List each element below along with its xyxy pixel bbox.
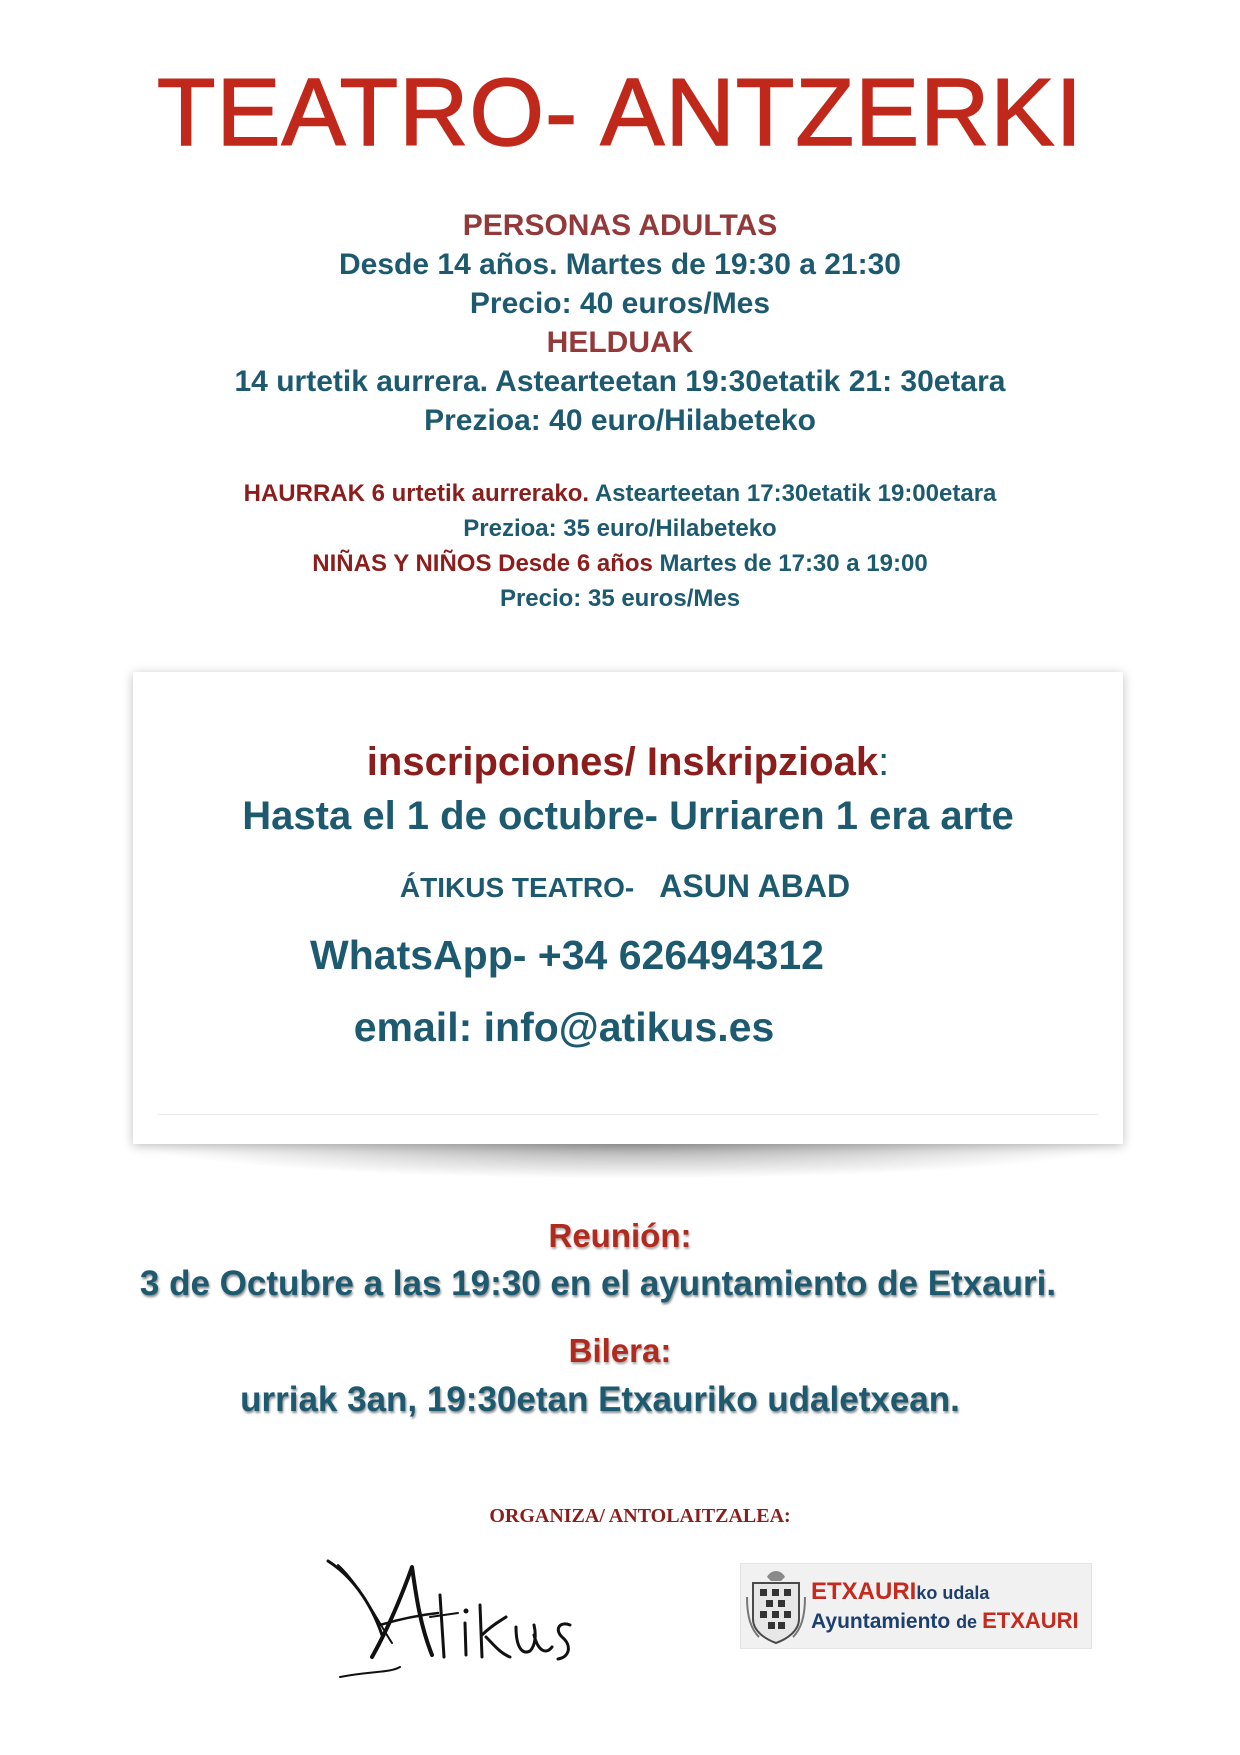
atikus-logo: [320, 1555, 580, 1685]
registration-heading: inscripciones/ Inskripzioak: [366, 740, 879, 784]
adults-es-heading: PERSONAS ADULTAS: [462, 209, 778, 242]
registration-heading-line: [133, 740, 1123, 785]
registration-deadline: Hasta el 1 de octubre- Urriaren 1 era arte: [242, 794, 1014, 838]
coat-of-arms-icon: [745, 1567, 807, 1645]
adults-es-schedule: Desde 14 años. Martes de 19:30 a 21:30: [339, 248, 901, 281]
kids-eu-price: Prezioa: 35 euro/Hilabeteko: [463, 515, 777, 542]
etxauri-logo: [740, 1563, 1092, 1649]
kids-es-heading: NIÑAS Y NIÑOS Desde 6 años: [312, 550, 653, 577]
box-divider: [158, 1114, 1098, 1115]
atikus-signature-icon: [320, 1555, 580, 1685]
box-shadow: [135, 1143, 1125, 1179]
kids-eu-schedule: Astearteetan 17:30etatik 19:00etara: [594, 480, 997, 507]
organizer-line: [130, 868, 1120, 905]
adults-eu-schedule: 14 urtetik aurrera. Astearteetan 19:30etatik 21: 30etara: [234, 365, 1006, 398]
kids-es-price: Precio: 35 euros/Mes: [499, 585, 741, 612]
etxauri-line1: ETXAURIko udala: [811, 1578, 990, 1605]
meeting-es-label: Reunión:: [548, 1217, 692, 1254]
kids-es-line: [0, 546, 1240, 581]
adults-eu-price: Prezioa: 40 euro/Hilabeteko: [424, 404, 816, 437]
etxauri-line2: Ayuntamiento de ETXAURI: [811, 1608, 1079, 1633]
adults-eu-heading: HELDUAK: [546, 326, 694, 359]
meeting-eu-label: Bilera:: [568, 1332, 672, 1369]
page-title: TEATRO- ANTZERKI: [156, 59, 1084, 166]
adults-es-price: Precio: 40 euros/Mes: [469, 287, 771, 320]
kids-es-schedule: Martes de 17:30 a 19:00: [659, 550, 928, 577]
meeting-eu-text: urriak 3an, 19:30etan Etxauriko udaletxean.: [240, 1380, 960, 1419]
whatsapp-contact[interactable]: WhatsApp- +34 626494312: [310, 932, 824, 978]
registration-box: [133, 672, 1123, 1144]
email-contact[interactable]: email: info@atikus.es: [353, 1004, 775, 1050]
meeting-es-text: 3 de Octubre a las 19:30 en el ayuntamiento de Etxauri.: [139, 1264, 1057, 1303]
registration-colon: :: [878, 740, 890, 784]
organizer-company: ÁTIKUS TEATRO-: [399, 872, 635, 903]
organizer-person: ASUN ABAD: [659, 868, 851, 904]
organiza-label: ORGANIZA/ ANTOLAITZALEA:: [489, 1505, 791, 1527]
kids-eu-line: [0, 476, 1240, 511]
kids-eu-heading: HAURRAK 6 urtetik aurrerako.: [243, 480, 590, 507]
